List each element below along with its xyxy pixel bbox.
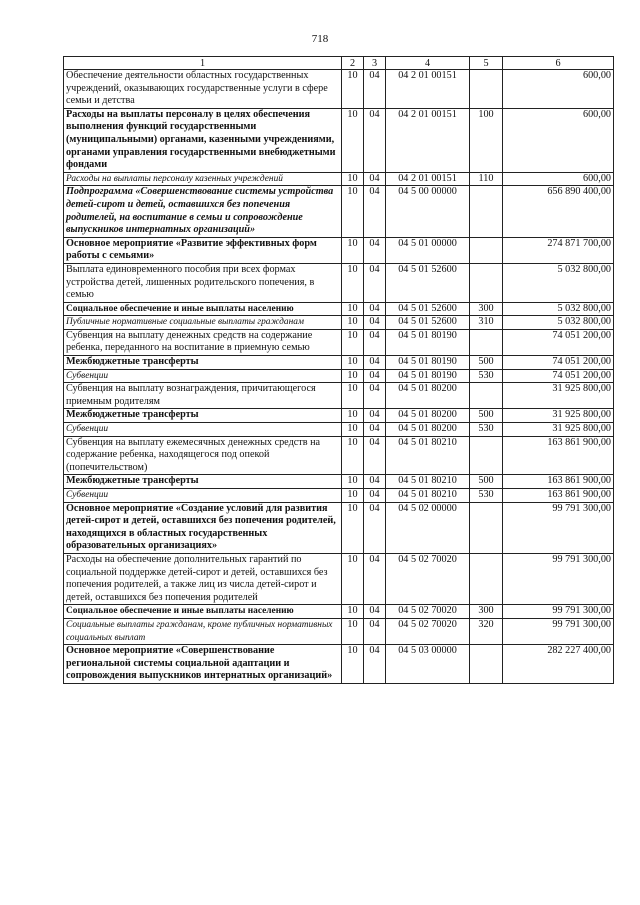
- row-expense-type: 530: [470, 489, 503, 503]
- row-expense-type: 300: [470, 605, 503, 619]
- row-amount: 163 861 900,00: [503, 436, 614, 475]
- row-amount: 163 861 900,00: [503, 489, 614, 503]
- row-amount: 99 791 300,00: [503, 605, 614, 619]
- row-description: Подпрограмма «Совершенствование системы устройства детей-сирот и детей, оставшихся без попечения родителей, на воспитание в семьи и сопровождение выпускников интернатных организаций»: [64, 186, 342, 237]
- row-subsection: 04: [364, 356, 386, 370]
- row-description: Расходы на выплаты персоналу в целях обеспечения выполнения функций государственными (муниципальными) органами, казенными учреждениями, органами управления государственными внебюджетными фондами: [64, 108, 342, 172]
- row-target-article: 04 5 02 70020: [386, 605, 470, 619]
- row-expense-type: [470, 70, 503, 109]
- row-amount: 5 032 800,00: [503, 302, 614, 316]
- row-description: Основное мероприятие «Создание условий для развития детей-сирот и детей, оставшихся без попечения родителей, находящихся в областных государственных образовательных организациях»: [64, 502, 342, 553]
- table-row: [64, 502, 614, 553]
- row-amount: 274 871 700,00: [503, 237, 614, 263]
- row-section: 10: [342, 108, 364, 172]
- row-description: Субвенции: [64, 369, 342, 383]
- row-amount: 31 925 800,00: [503, 423, 614, 437]
- table-row: [64, 436, 614, 475]
- row-section: 10: [342, 186, 364, 237]
- row-target-article: 04 5 01 80190: [386, 329, 470, 355]
- row-amount: 74 051 200,00: [503, 356, 614, 370]
- row-section: 10: [342, 383, 364, 409]
- row-description: Выплата единовременного пособия при всех формах устройства детей, лишенных родительского попечения, в семью: [64, 263, 342, 302]
- table-row: [64, 329, 614, 355]
- row-description: Расходы на обеспечение дополнительных гарантий по социальной поддержке детей-сирот и детей, оставшихся без попечения родителей, а также лиц из числа детей-сирот и детей, оставшихся без попечения родителей: [64, 553, 342, 604]
- table-row: [64, 108, 614, 172]
- row-subsection: 04: [364, 489, 386, 503]
- table-row: [64, 237, 614, 263]
- row-amount: 282 227 400,00: [503, 645, 614, 684]
- row-amount: 5 032 800,00: [503, 263, 614, 302]
- table-row: [64, 409, 614, 423]
- row-target-article: 04 2 01 00151: [386, 172, 470, 186]
- row-description: Расходы на выплаты персоналу казенных учреждений: [64, 172, 342, 186]
- row-subsection: 04: [364, 605, 386, 619]
- row-expense-type: [470, 329, 503, 355]
- row-section: 10: [342, 369, 364, 383]
- row-description: Субвенция на выплату вознаграждения, причитающегося приемным родителям: [64, 383, 342, 409]
- row-target-article: 04 5 01 80200: [386, 409, 470, 423]
- table-row: [64, 645, 614, 684]
- row-description: Межбюджетные трансферты: [64, 475, 342, 489]
- row-amount: 31 925 800,00: [503, 383, 614, 409]
- row-expense-type: 100: [470, 108, 503, 172]
- row-expense-type: 300: [470, 302, 503, 316]
- row-expense-type: 530: [470, 369, 503, 383]
- table-row: [64, 383, 614, 409]
- row-section: 10: [342, 409, 364, 423]
- row-expense-type: [470, 383, 503, 409]
- row-subsection: 04: [364, 263, 386, 302]
- row-description: Субвенция на выплату денежных средств на содержание ребенка, переданного на воспитание в приемную семью: [64, 329, 342, 355]
- row-section: 10: [342, 502, 364, 553]
- row-expense-type: 500: [470, 409, 503, 423]
- row-expense-type: [470, 502, 503, 553]
- row-subsection: 04: [364, 70, 386, 109]
- row-description: Основное мероприятие «Развитие эффективных форм работы с семьями»: [64, 237, 342, 263]
- row-section: 10: [342, 423, 364, 437]
- row-amount: 74 051 200,00: [503, 329, 614, 355]
- column-header-1: 1: [64, 57, 342, 70]
- table-row: [64, 356, 614, 370]
- row-subsection: 04: [364, 172, 386, 186]
- row-section: 10: [342, 263, 364, 302]
- row-amount: 99 791 300,00: [503, 502, 614, 553]
- row-section: 10: [342, 329, 364, 355]
- row-target-article: 04 5 02 70020: [386, 553, 470, 604]
- row-amount: 5 032 800,00: [503, 316, 614, 330]
- column-header-2: 2: [342, 57, 364, 70]
- row-subsection: 04: [364, 618, 386, 644]
- row-target-article: 04 5 02 00000: [386, 502, 470, 553]
- row-subsection: 04: [364, 108, 386, 172]
- row-subsection: 04: [364, 553, 386, 604]
- row-subsection: 04: [364, 329, 386, 355]
- row-expense-type: [470, 436, 503, 475]
- row-subsection: 04: [364, 409, 386, 423]
- row-description: Социальное обеспечение и иные выплаты населению: [64, 302, 342, 316]
- column-header-4: 4: [386, 57, 470, 70]
- row-section: 10: [342, 475, 364, 489]
- row-subsection: 04: [364, 316, 386, 330]
- row-expense-type: 110: [470, 172, 503, 186]
- table-header-row: [64, 57, 614, 70]
- row-expense-type: 530: [470, 423, 503, 437]
- row-amount: 163 861 900,00: [503, 475, 614, 489]
- row-description: Социальные выплаты гражданам, кроме публичных нормативных социальных выплат: [64, 618, 342, 644]
- row-target-article: 04 5 01 80190: [386, 356, 470, 370]
- row-description: Основное мероприятие «Совершенствование региональной системы социальной адаптации и сопровождения выпускников интернатных организаций»: [64, 645, 342, 684]
- table-row: [64, 70, 614, 109]
- row-expense-type: [470, 237, 503, 263]
- table-row: [64, 605, 614, 619]
- table-row: [64, 186, 614, 237]
- page-number: 718: [311, 33, 329, 45]
- row-target-article: 04 2 01 00151: [386, 108, 470, 172]
- row-amount: 656 890 400,00: [503, 186, 614, 237]
- row-target-article: 04 2 01 00151: [386, 70, 470, 109]
- table-row: [64, 423, 614, 437]
- row-target-article: 04 5 01 00000: [386, 237, 470, 263]
- row-description: Межбюджетные трансферты: [64, 356, 342, 370]
- row-expense-type: 500: [470, 356, 503, 370]
- row-target-article: 04 5 01 80210: [386, 436, 470, 475]
- row-description: Субвенции: [64, 489, 342, 503]
- table-row: [64, 369, 614, 383]
- row-expense-type: [470, 186, 503, 237]
- row-section: 10: [342, 70, 364, 109]
- table-row: [64, 553, 614, 604]
- row-section: 10: [342, 553, 364, 604]
- row-target-article: 04 5 01 52600: [386, 302, 470, 316]
- row-section: 10: [342, 302, 364, 316]
- row-section: 10: [342, 489, 364, 503]
- row-section: 10: [342, 356, 364, 370]
- row-target-article: 04 5 00 00000: [386, 186, 470, 237]
- row-amount: 600,00: [503, 108, 614, 172]
- row-expense-type: 500: [470, 475, 503, 489]
- row-description: Социальное обеспечение и иные выплаты населению: [64, 605, 342, 619]
- row-description: Субвенция на выплату ежемесячных денежных средств на содержание ребенка, находящегося под опекой (попечительством): [64, 436, 342, 475]
- row-description: Субвенции: [64, 423, 342, 437]
- row-target-article: 04 5 01 80210: [386, 475, 470, 489]
- row-section: 10: [342, 436, 364, 475]
- table-row: [64, 263, 614, 302]
- table-row: [64, 475, 614, 489]
- row-description: Публичные нормативные социальные выплаты гражданам: [64, 316, 342, 330]
- row-section: 10: [342, 618, 364, 644]
- row-amount: 600,00: [503, 70, 614, 109]
- row-subsection: 04: [364, 302, 386, 316]
- row-expense-type: [470, 553, 503, 604]
- row-section: 10: [342, 172, 364, 186]
- row-expense-type: [470, 645, 503, 684]
- row-subsection: 04: [364, 436, 386, 475]
- budget-table: [63, 56, 614, 684]
- row-target-article: 04 5 01 80200: [386, 423, 470, 437]
- row-subsection: 04: [364, 186, 386, 237]
- row-target-article: 04 5 01 80190: [386, 369, 470, 383]
- row-amount: 31 925 800,00: [503, 409, 614, 423]
- row-expense-type: 310: [470, 316, 503, 330]
- row-target-article: 04 5 02 70020: [386, 618, 470, 644]
- row-amount: 600,00: [503, 172, 614, 186]
- row-subsection: 04: [364, 369, 386, 383]
- row-target-article: 04 5 01 80210: [386, 489, 470, 503]
- row-subsection: 04: [364, 502, 386, 553]
- row-amount: 99 791 300,00: [503, 618, 614, 644]
- row-target-article: 04 5 03 00000: [386, 645, 470, 684]
- row-section: 10: [342, 237, 364, 263]
- column-header-6: 6: [503, 57, 614, 70]
- row-subsection: 04: [364, 645, 386, 684]
- row-subsection: 04: [364, 475, 386, 489]
- row-section: 10: [342, 645, 364, 684]
- table-row: [64, 489, 614, 503]
- row-amount: 99 791 300,00: [503, 553, 614, 604]
- row-target-article: 04 5 01 52600: [386, 263, 470, 302]
- row-expense-type: 320: [470, 618, 503, 644]
- row-subsection: 04: [364, 383, 386, 409]
- table-row: [64, 618, 614, 644]
- row-subsection: 04: [364, 237, 386, 263]
- row-subsection: 04: [364, 423, 386, 437]
- table-row: [64, 302, 614, 316]
- row-description: Межбюджетные трансферты: [64, 409, 342, 423]
- row-target-article: 04 5 01 80200: [386, 383, 470, 409]
- column-header-3: 3: [364, 57, 386, 70]
- row-section: 10: [342, 605, 364, 619]
- table-row: [64, 172, 614, 186]
- row-target-article: 04 5 01 52600: [386, 316, 470, 330]
- row-section: 10: [342, 316, 364, 330]
- row-description: Обеспечение деятельности областных государственных учреждений, оказывающих государственные услуги в сфере семьи и детства: [64, 70, 342, 109]
- row-amount: 74 051 200,00: [503, 369, 614, 383]
- row-expense-type: [470, 263, 503, 302]
- column-header-5: 5: [470, 57, 503, 70]
- table-row: [64, 316, 614, 330]
